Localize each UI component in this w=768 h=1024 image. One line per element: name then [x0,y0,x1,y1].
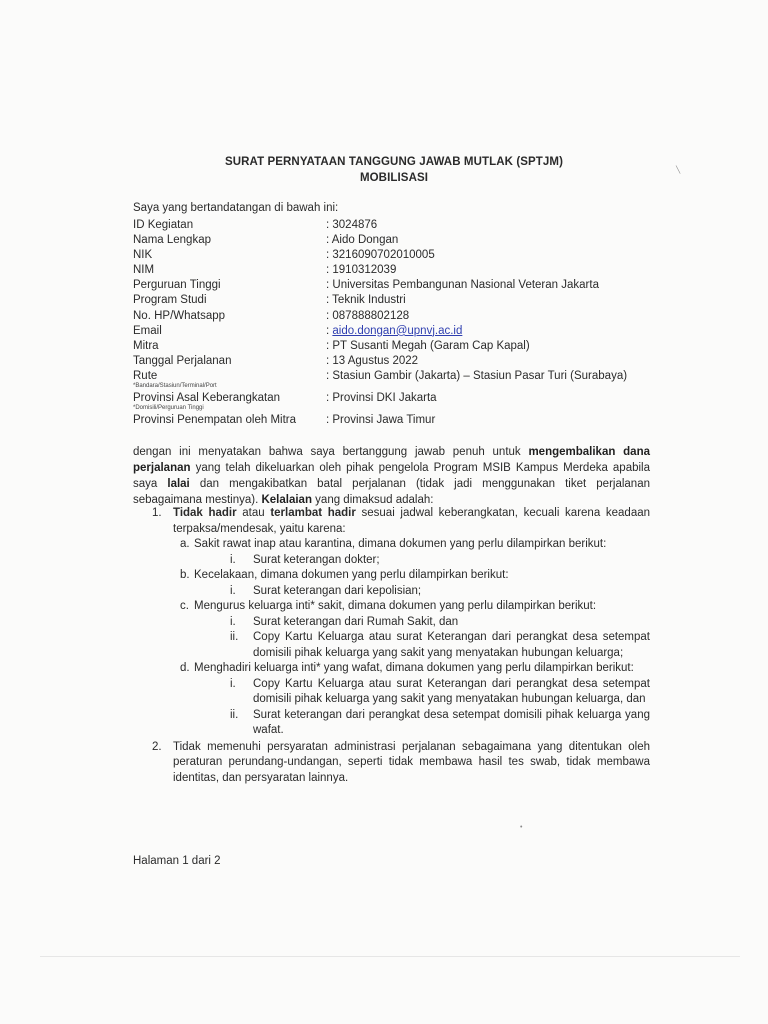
field-value [326,324,462,339]
field-label: Mitra [133,339,159,352]
sub-text: Kecelakaan, dimana dokumen yang perlu dilampirkan berikut: [194,569,509,581]
paragraph-emphasis: mengembalikan dana perjalanan [133,446,650,474]
sub-sub-text: Surat keterangan dokter; [253,553,380,566]
list-emphasis: terlambat hadir [270,507,356,519]
scan-edge-line [40,956,740,957]
field-row-email [133,324,653,339]
scan-speck: • [520,824,523,831]
field-label: Rute [133,369,158,382]
list-text: atau [236,507,271,519]
sub-sub-text: Copy Kartu Keluarga atau surat Keterangan dari perangkat desa setempat domisili pihak keluarga yang sakit yang menyatakan hubungan keluarga, dan [253,677,650,705]
field-value: : Stasiun Gambir (Jakarta) – Stasiun Pasar Turi (Surabaya) [326,369,628,382]
field-row-rute [133,369,653,391]
field-value: : Provinsi Jawa Timur [326,413,436,426]
field-label: Program Studi [133,294,207,307]
field-row-mitra [133,339,653,354]
list-item [133,506,650,739]
sub-sub-item [133,677,650,708]
paragraph-text: yang dimaksud adalah: [311,494,434,506]
field-row-perguruan-tinggi [133,278,653,293]
list-number: 1. [152,507,162,519]
field-label: No. HP/Whatsapp [133,309,226,322]
page-number: Halaman 1 dari 2 [133,855,221,867]
sub-letter: c. [180,600,189,612]
sub-text: Sakit rawat inap atau karantina, dimana dokumen yang perlu dilampirkan berikut: [194,538,607,550]
sub-item-a [133,537,650,553]
sub-sub-text: Surat keterangan dari perangkat desa setempat domisili pihak keluarga yang wafat. [253,708,650,736]
paragraph-emphasis: lalai [167,478,190,490]
sub-item-b [133,568,650,584]
field-row-nik [133,248,653,263]
document-subtitle: MOBILISASI [359,172,429,184]
paragraph-emphasis: Kelalaian [261,494,312,506]
field-row-nim [133,263,653,278]
sub-item-c [133,599,650,615]
field-label: NIK [133,249,153,262]
sub-letter: d. [180,662,190,674]
field-value: : 087888802128 [326,309,410,322]
roman-numeral: ii. [230,708,239,721]
paragraph-text: dan mengakibatkan batal perjalanan (tidak jadi menggunakan tiket perjalanan sebagaimana mestinya). [133,478,650,506]
sub-sub-item [133,553,650,569]
field-row-nama-lengkap [133,233,653,248]
email-prefix: : [326,324,333,337]
identity-fields [133,218,653,428]
sub-text: Menghadiri keluarga inti* yang wafat, dimana dokumen yang perlu dilampirkan berikut: [194,662,634,674]
sub-sub-text: Surat keterangan dari kepolisian; [253,584,422,597]
list-text: sesuai jadwal keberangkatan, kecuali karena keadaan terpaksa/mendesak, yaitu karena: [173,507,651,535]
field-value: : 1910312039 [326,264,397,277]
field-label: Perguruan Tinggi [133,279,221,292]
field-note: *Domisili/Perguruan Tinggi [133,404,204,411]
field-row-provinsi-asal [133,391,653,413]
field-value: : 3216090702010005 [326,249,435,262]
roman-numeral: i. [230,677,236,690]
field-value: : 13 Agustus 2022 [326,354,419,367]
field-label: Email [133,324,162,337]
sub-sub-item [133,630,650,661]
field-row-provinsi-penempatan [133,413,653,428]
field-note: *Bandara/Stasiun/Terminal/Port [133,382,217,389]
sub-sub-item [133,615,650,631]
field-row-phone [133,309,653,324]
field-value: : Teknik Industri [326,294,406,307]
field-row-tanggal [133,354,653,369]
sub-text: Mengurus keluarga inti* sakit, dimana dokumen yang perlu dilampirkan berikut: [194,600,597,612]
field-value: : 3024876 [326,219,378,231]
scan-speck: ╲ [676,167,681,174]
paragraph-text: yang telah dikeluarkan oleh pihak pengelola Program MSIB Kampus Merdeka apabila saya [133,462,650,490]
sub-letter: a. [180,538,190,550]
field-row-id-kegiatan [133,218,653,233]
sub-item-d [133,661,650,677]
statement-paragraph [133,444,650,508]
paragraph-text: dengan ini menyatakan bahwa saya bertanggung jawab penuh untuk [133,446,529,458]
list-number: 2. [152,740,162,753]
sub-letter: b. [180,569,190,581]
field-label: Provinsi Asal Keberangkatan [133,391,281,404]
list-text: Tidak memenuhi persyaratan administrasi perjalanan sebagaimana yang ditentukan oleh peraturan perundang-undangan, seperti tidak membawa hasil tes swab, tidak membawa identitas, dan persyaratan lainnya. [173,740,650,784]
field-label: NIM [133,264,155,277]
field-label: ID Kegiatan [133,219,194,231]
field-value: : Provinsi DKI Jakarta [326,391,437,404]
field-value: : Universitas Pembangunan Nasional Veteran Jakarta [326,279,599,292]
sub-sub-text: Surat keterangan dari Rumah Sakit, dan [253,615,459,628]
field-row-program-studi [133,293,653,308]
field-label: Nama Lengkap [133,234,211,247]
sub-sub-item [133,708,650,739]
field-value: : PT Susanti Megah (Garam Cap Kapal) [326,339,530,352]
field-value: : Aido Dongan [326,234,399,247]
list-emphasis: Tidak hadir [173,507,237,519]
intro-text: Saya yang bertandatangan di bawah ini: [133,202,339,214]
sub-sub-item [133,584,650,600]
roman-numeral: i. [230,553,236,566]
document-title: SURAT PERNYATAAN TANGGUNG JAWAB MUTLAK (SPTJM) [224,156,564,168]
field-label: Provinsi Penempatan oleh Mitra [133,413,296,426]
email-link[interactable]: aido.dongan@upnvj.ac.id [332,324,463,337]
roman-numeral: i. [230,615,236,628]
negligence-list [133,506,650,786]
list-item [133,740,650,787]
field-label: Tanggal Perjalanan [133,354,232,367]
sub-sub-text: Copy Kartu Keluarga atau surat Keterangan dari perangkat desa setempat domisili pihak keluarga yang sakit yang menyatakan hubungan keluarga; [253,631,650,659]
roman-numeral: ii. [230,631,239,643]
roman-numeral: i. [230,584,236,597]
